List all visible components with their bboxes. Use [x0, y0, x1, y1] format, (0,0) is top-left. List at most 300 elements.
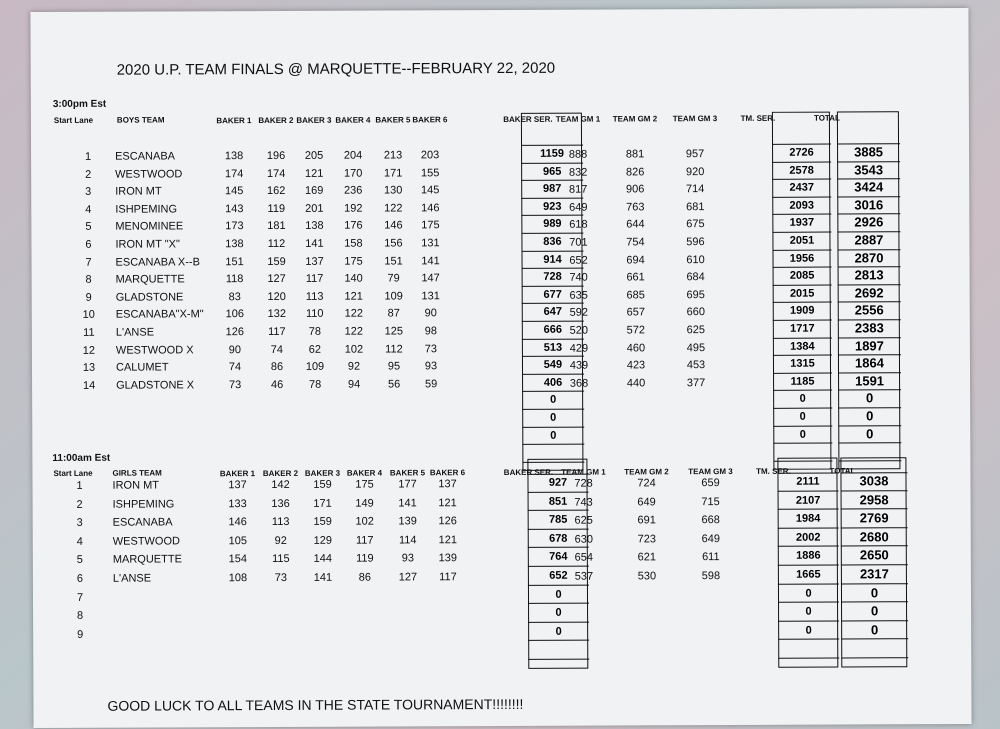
baker-series: 914: [521, 251, 583, 269]
baker-series: 764: [528, 549, 589, 567]
baker-score: 147: [421, 272, 440, 285]
baker-score: 170: [343, 167, 363, 180]
baker-score: 173: [225, 220, 244, 233]
total-pins: 2317: [841, 566, 908, 584]
baker-score: 236: [344, 184, 363, 197]
baker-series: 647: [522, 304, 584, 322]
baker-score: 119: [356, 552, 374, 566]
total-pins: 2870: [837, 250, 900, 268]
baker-score: 143: [225, 202, 244, 215]
baker-series: 0: [528, 586, 589, 604]
team-series: 1717: [773, 321, 832, 339]
team-game-score: 621: [637, 551, 657, 564]
session-time: 11:00am Est: [52, 452, 111, 464]
column-header: BAKER 3: [304, 468, 341, 478]
team-name: ESCANABA X--B: [115, 255, 200, 269]
start-lane: 1: [76, 479, 83, 492]
baker-series: 836: [521, 234, 583, 252]
baker-score: 92: [347, 360, 361, 373]
baker-score: 90: [424, 307, 437, 320]
baker-score: 181: [267, 220, 286, 233]
baker-score: 129: [313, 534, 332, 547]
start-lane: 8: [85, 273, 92, 286]
baker-score: 204: [343, 149, 363, 162]
team-game-score: 377: [686, 376, 706, 389]
baker-score: 139: [438, 552, 458, 565]
baker-series: 923: [521, 198, 583, 216]
team-game-score: 635: [569, 289, 588, 302]
column-header: BAKER 2: [258, 115, 294, 126]
team-name: WESTWOOD X: [115, 343, 194, 357]
baker-score: 86: [270, 361, 284, 374]
team-game-score: 724: [637, 477, 656, 490]
baker-score: 78: [308, 325, 321, 338]
baker-score: 74: [270, 343, 284, 356]
team-series: 1315: [773, 356, 832, 374]
baker-score: 176: [344, 219, 363, 233]
baker-score: 62: [308, 343, 322, 356]
team-series: 1384: [773, 338, 832, 356]
team-game-score: 611: [702, 551, 720, 564]
box-header-divider: [840, 457, 907, 473]
baker-score: 192: [344, 202, 363, 215]
total-pins: 2813: [838, 267, 901, 285]
baker-score: 119: [267, 202, 286, 215]
start-lane: 11: [83, 326, 95, 339]
team-series: 1185: [773, 373, 832, 391]
baker-score: 108: [228, 572, 248, 585]
column-header: BAKER 5: [389, 468, 426, 478]
baker-score: 155: [420, 166, 440, 179]
start-lane: 13: [82, 361, 96, 375]
team-game-score: 694: [626, 253, 645, 267]
team-game-score: 701: [569, 236, 588, 249]
team-series: 2015: [773, 285, 832, 303]
baker-score: 141: [421, 254, 440, 267]
start-lane: 7: [85, 256, 92, 269]
team-name: MARQUETTE: [112, 553, 182, 567]
team-game-score: 743: [574, 496, 593, 509]
baker-score: 171: [313, 497, 332, 510]
start-lane-header: Start Lane: [53, 468, 93, 478]
team-game-score: 495: [686, 341, 706, 354]
box-header-divider: [777, 458, 838, 474]
box-header-divider: [837, 111, 900, 144]
baker-score: 158: [344, 237, 363, 250]
baker-score: 127: [398, 571, 418, 584]
total-pins: 0: [841, 622, 908, 640]
baker-series: 513: [522, 339, 584, 357]
baker-score: 141: [313, 571, 333, 584]
team-game-score: 596: [686, 236, 705, 249]
team-series: 2111: [777, 474, 838, 492]
total-pins: 2926: [837, 215, 900, 233]
column-header: TOTAL: [813, 113, 840, 123]
baker-series: 677: [522, 286, 584, 304]
team-name: IRON MT "X": [115, 238, 180, 251]
baker-score: 83: [228, 290, 241, 303]
baker-score: 146: [228, 516, 247, 529]
team-game-score: 685: [626, 289, 645, 302]
team-series: 0: [778, 585, 839, 603]
baker-series: 0: [522, 410, 584, 428]
baker-score: 159: [313, 515, 332, 529]
team-name: GLADSTONE: [115, 291, 184, 304]
team-name: IRON MT: [115, 185, 162, 198]
total-pins: 0: [838, 391, 901, 409]
start-lane: 4: [76, 535, 83, 548]
baker-score: 102: [344, 343, 364, 356]
column-header: TEAM GM 3: [672, 114, 718, 124]
baker-series: 965: [521, 163, 583, 181]
total-pins: [841, 641, 908, 659]
team-series: 1937: [772, 215, 831, 233]
baker-score: 110: [305, 308, 324, 321]
baker-score: 169: [305, 184, 324, 198]
box-header-divider: [521, 113, 583, 146]
baker-score: 174: [266, 167, 286, 180]
column-header: BAKER 6: [429, 468, 466, 478]
column-header: BAKER 5: [375, 115, 411, 125]
team-game-score: 661: [626, 271, 645, 284]
team-name: L'ANSE: [112, 572, 152, 585]
baker-score: 118: [225, 273, 244, 286]
box-header-divider: [527, 459, 588, 475]
baker-score: 121: [304, 167, 324, 180]
team-game-score: 906: [626, 183, 645, 196]
baker-score: 136: [271, 497, 290, 510]
start-lane: 6: [85, 238, 92, 251]
baker-score: 122: [384, 202, 403, 215]
total-pins: 0: [841, 603, 908, 621]
team-header: GIRLS TEAM: [112, 468, 162, 478]
start-lane: 2: [85, 168, 92, 181]
team-series: 0: [773, 409, 832, 427]
baker-score: 175: [344, 255, 363, 268]
baker-score: 175: [355, 478, 374, 491]
column-header: BAKER 4: [346, 468, 383, 478]
column-header: TEAM GM 3: [688, 466, 733, 477]
baker-series: 0: [522, 427, 584, 445]
column-header: TEAM GM 2: [624, 467, 669, 477]
team-game-score: 657: [626, 306, 645, 319]
team-game-score: 681: [686, 200, 705, 213]
baker-score: 73: [424, 342, 438, 355]
baker-series: 1159: [521, 146, 583, 164]
baker-score: 142: [271, 478, 290, 492]
total-pins: 0: [838, 408, 901, 426]
baker-score: 141: [305, 237, 324, 250]
baker-score: 138: [224, 150, 244, 163]
baker-score: 201: [305, 202, 324, 215]
team-game-score: 572: [626, 324, 646, 337]
total-pins: 3424: [837, 179, 900, 197]
baker-score: 73: [228, 378, 242, 391]
team-game-score: 668: [701, 514, 720, 527]
team-game-score: 660: [686, 306, 705, 319]
total-pins: 2650: [841, 548, 908, 566]
column-header: BAKER 1: [219, 469, 256, 479]
page-title: 2020 U.P. TEAM FINALS @ MARQUETTE--FEBRUARY 22, 2020: [116, 59, 556, 79]
team-game-score: 723: [637, 533, 656, 546]
start-lane: 6: [76, 572, 84, 585]
total-pins: 2958: [841, 492, 908, 510]
baker-score: 151: [384, 255, 403, 268]
team-game-score: 714: [686, 183, 705, 196]
team-name: WESTWOOD: [112, 535, 180, 548]
start-lane: 1: [84, 150, 92, 163]
team-series: 2726: [772, 145, 831, 163]
column-header: TEAM GM 2: [612, 114, 658, 124]
total-pins: 3885: [837, 144, 900, 162]
baker-score: 122: [344, 325, 364, 338]
start-lane: 2: [76, 498, 83, 511]
baker-score: 145: [421, 184, 440, 197]
baker-score: 105: [228, 534, 247, 547]
team-game-score: 652: [569, 254, 588, 267]
team-series: 2437: [772, 180, 831, 198]
team-series: 0: [778, 604, 839, 622]
start-lane: 12: [82, 344, 96, 357]
baker-series: 0: [522, 392, 584, 410]
baker-score: 106: [225, 308, 244, 321]
team-game-score: 618: [569, 219, 588, 232]
team-game-score: 695: [686, 288, 705, 301]
baker-series: 987: [521, 181, 583, 199]
baker-score: 177: [398, 478, 417, 491]
team-game-score: 957: [685, 148, 705, 161]
team-game-score: 625: [574, 514, 593, 527]
team-name: CALUMET: [115, 361, 169, 374]
baker-score: 151: [225, 255, 244, 268]
baker-series: 927: [527, 475, 588, 493]
baker-score: 154: [228, 553, 248, 566]
team-game-score: 715: [701, 495, 720, 508]
team-series: 1956: [772, 250, 831, 268]
team-series: 2085: [773, 268, 832, 286]
baker-score: 162: [267, 185, 286, 198]
baker-score: 159: [267, 255, 286, 268]
baker-score: 114: [398, 534, 417, 547]
baker-score: 196: [266, 149, 286, 163]
baker-score: 138: [305, 220, 324, 233]
team-game-score: 763: [626, 201, 645, 214]
team-game-score: 649: [701, 532, 720, 545]
baker-score: 86: [358, 571, 372, 584]
baker-score: 113: [271, 516, 290, 529]
baker-score: 133: [228, 497, 247, 510]
start-lane: 3: [76, 517, 83, 530]
team-game-score: 649: [637, 495, 656, 508]
baker-series: 549: [522, 357, 584, 375]
baker-score: 137: [305, 255, 324, 268]
column-header: TEAM GM 1: [555, 114, 601, 124]
team-name: WESTWOOD: [115, 167, 183, 181]
team-game-score: 644: [626, 218, 645, 231]
start-lane: 9: [85, 291, 92, 304]
team-series: 2578: [772, 162, 831, 180]
baker-score: 121: [438, 496, 457, 509]
baker-score: 144: [313, 553, 333, 566]
baker-score: 127: [267, 273, 286, 286]
team-game-score: 659: [701, 477, 720, 490]
baker-score: 112: [267, 237, 286, 251]
team-series: 1886: [778, 548, 839, 566]
baker-series: 0: [528, 605, 589, 623]
team-game-score: 520: [569, 324, 589, 337]
start-lane: 9: [77, 628, 84, 641]
baker-score: 149: [355, 497, 374, 510]
team-game-score: 754: [626, 236, 645, 249]
team-game-score: 817: [569, 183, 588, 196]
baker-score: 79: [387, 272, 400, 285]
baker-series: 728: [522, 269, 584, 287]
baker-score: 146: [421, 202, 440, 215]
team-game-score: 530: [637, 570, 657, 583]
total-pins: 2692: [838, 285, 901, 303]
session-time: 3:00pm Est: [52, 98, 107, 110]
total-pins: 2769: [841, 510, 908, 528]
team-game-score: 920: [685, 165, 705, 178]
baker-score: 117: [355, 534, 374, 547]
team-series: [778, 641, 839, 659]
box-header-divider: [772, 112, 831, 145]
baker-score: 132: [267, 308, 286, 321]
team-series: 0: [773, 426, 832, 444]
baker-score: 130: [384, 184, 403, 197]
total-pins: 3038: [840, 473, 907, 491]
total-pins: 1864: [838, 355, 901, 373]
column-header: BAKER 1: [216, 116, 252, 126]
total-pins: 0: [841, 585, 908, 603]
total-pins: 2680: [841, 529, 908, 547]
baker-score: 117: [268, 325, 286, 339]
start-lane: 10: [82, 309, 95, 322]
baker-score: 117: [439, 571, 457, 584]
team-game-score: 453: [686, 359, 706, 372]
footer-message: GOOD LUCK TO ALL TEAMS IN THE STATE TOURNAMENT!!!!!!!!: [107, 695, 524, 714]
baker-score: 113: [305, 290, 324, 303]
team-name: MENOMINEE: [115, 220, 184, 234]
team-series: 2002: [778, 529, 839, 547]
start-lane: 5: [85, 221, 92, 234]
team-series: 1665: [778, 567, 839, 585]
baker-score: 87: [387, 307, 400, 320]
baker-score: 120: [267, 290, 286, 303]
column-header: BAKER 6: [412, 115, 448, 125]
start-lane: 8: [76, 610, 84, 623]
baker-score: 203: [420, 149, 440, 162]
team-game-score: 537: [574, 570, 594, 583]
baker-score: 121: [344, 290, 363, 303]
baker-series: [528, 642, 589, 660]
baker-score: 141: [398, 496, 417, 510]
baker-series: 652: [528, 568, 589, 586]
start-lane-header: Start Lane: [53, 115, 94, 125]
team-game-score: 610: [686, 253, 705, 266]
baker-score: 90: [228, 343, 242, 356]
total-pins: 0: [838, 426, 901, 444]
baker-score: 205: [304, 149, 324, 162]
baker-series: 851: [528, 493, 589, 511]
team-name: ESCANABA: [112, 516, 173, 529]
team-series: 1909: [773, 303, 832, 321]
team-name: ESCANABA"X-M": [115, 308, 204, 322]
baker-score: 126: [225, 326, 245, 339]
column-header: TOTAL: [829, 466, 856, 476]
total-pins: 1897: [838, 338, 901, 356]
team-game-score: 728: [574, 477, 593, 490]
baker-score: 131: [421, 290, 440, 303]
team-game-score: 740: [569, 271, 588, 284]
team-game-score: 440: [626, 377, 646, 390]
total-pins: 2383: [838, 320, 901, 338]
team-series: 2051: [772, 233, 831, 251]
column-header: BAKER SER.: [503, 467, 554, 477]
baker-score: 117: [305, 272, 324, 286]
team-game-score: 675: [686, 218, 705, 231]
baker-score: 73: [274, 571, 288, 584]
baker-score: 93: [401, 552, 414, 565]
baker-score: 174: [224, 167, 244, 180]
team-game-score: 439: [569, 359, 589, 372]
team-game-score: 598: [701, 570, 721, 583]
start-lane: 14: [82, 379, 96, 392]
baker-score: 56: [387, 378, 401, 391]
baker-score: 74: [228, 361, 242, 374]
team-game-score: 888: [568, 148, 588, 161]
start-lane: 3: [85, 185, 92, 199]
baker-series: 678: [528, 530, 589, 548]
total-pins: 3016: [837, 197, 900, 215]
baker-score: 122: [344, 307, 363, 321]
column-header: BAKER 3: [296, 115, 332, 125]
team-game-score: 881: [625, 148, 645, 161]
team-game-score: 691: [637, 514, 656, 527]
team-game-score: 460: [626, 341, 646, 355]
baker-score: 109: [305, 360, 325, 374]
baker-score: 213: [383, 149, 403, 162]
baker-score: 46: [270, 378, 284, 391]
baker-score: 145: [225, 185, 244, 198]
score-sheet: [30, 8, 971, 728]
baker-score: 93: [424, 360, 438, 373]
column-header: BAKER 4: [335, 115, 371, 125]
baker-score: 92: [274, 534, 287, 547]
team-game-score: 368: [569, 377, 589, 390]
baker-series: 666: [522, 322, 584, 340]
baker-series: 0: [528, 623, 589, 641]
baker-score: 115: [272, 553, 290, 566]
baker-score: 175: [421, 219, 440, 232]
team-series: 0: [773, 391, 832, 409]
team-game-score: 649: [569, 201, 588, 214]
baker-score: 78: [308, 378, 322, 391]
team-game-score: 429: [569, 342, 589, 355]
team-game-score: 625: [686, 324, 706, 337]
team-game-score: 826: [625, 165, 645, 179]
baker-score: 146: [384, 219, 403, 232]
column-header: BAKER 2: [262, 468, 299, 479]
team-name: MARQUETTE: [115, 273, 185, 286]
baker-score: 95: [387, 360, 401, 373]
start-lane: 7: [76, 591, 84, 604]
baker-score: 59: [424, 378, 438, 391]
column-header: TM. SER.: [756, 466, 791, 476]
baker-score: 121: [438, 533, 457, 547]
column-header: BAKER SER.: [503, 114, 553, 124]
team-game-score: 832: [568, 166, 588, 179]
